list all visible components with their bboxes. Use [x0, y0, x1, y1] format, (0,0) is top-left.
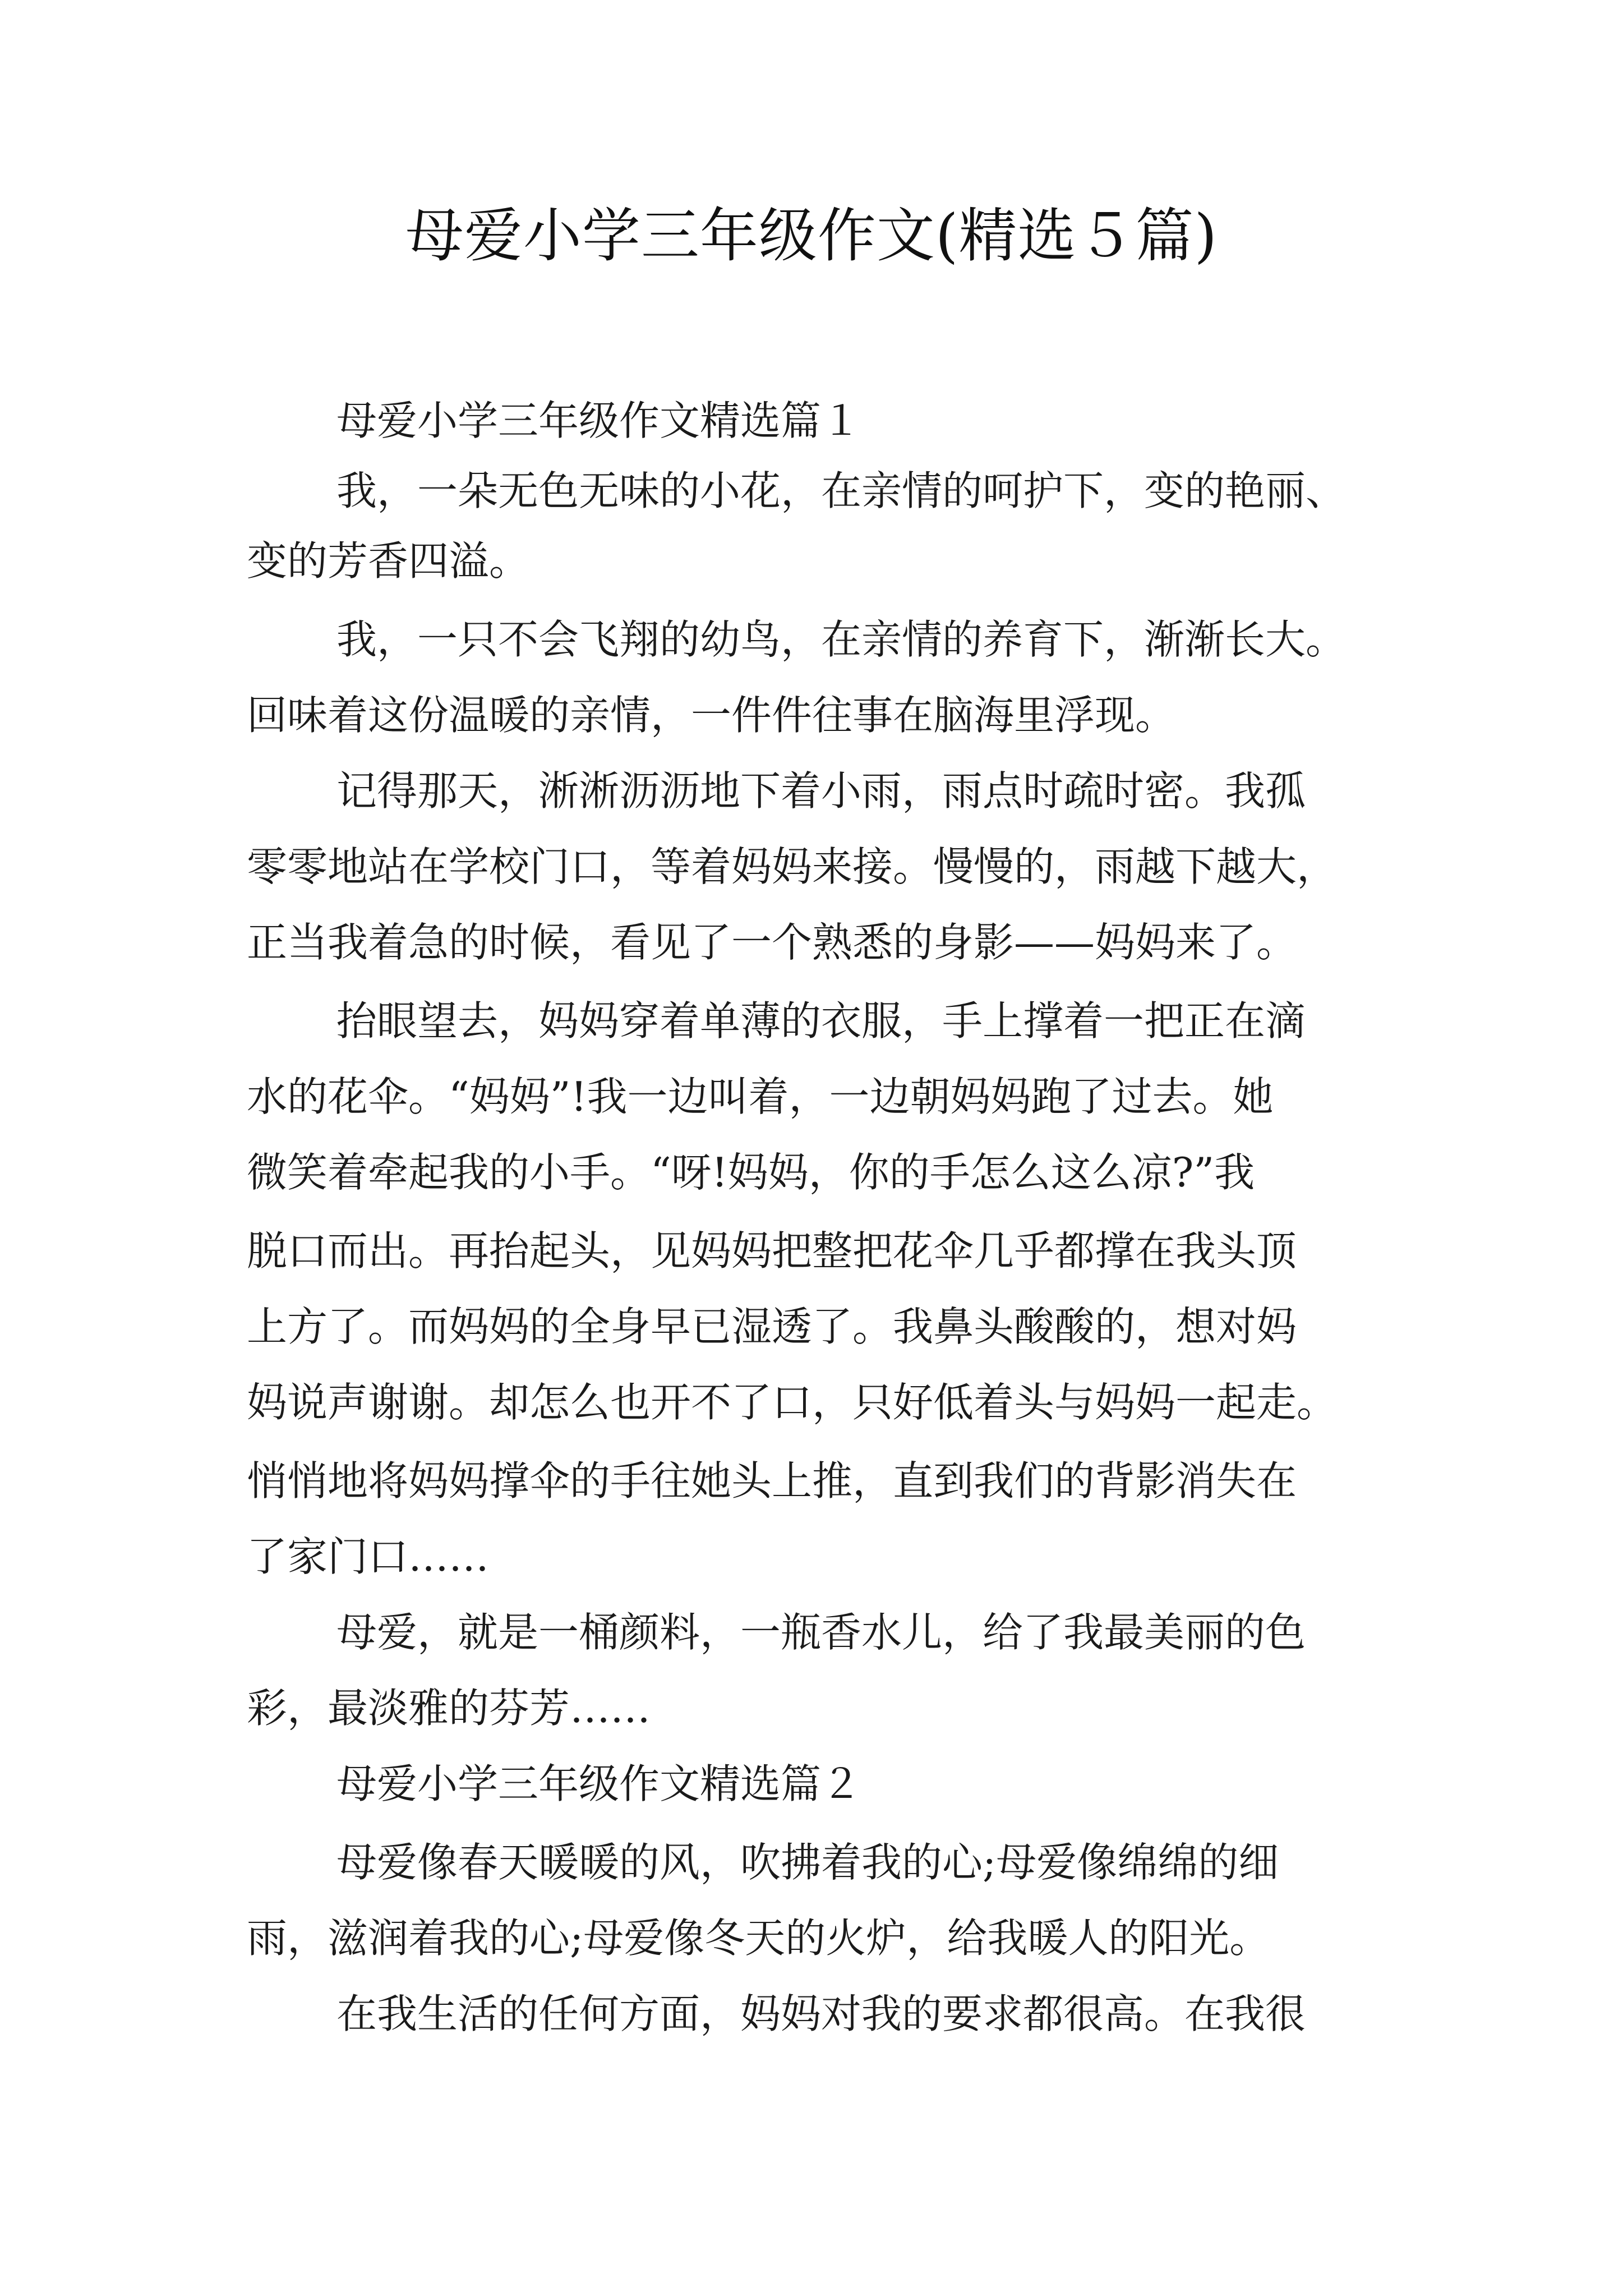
text-line: 零零地站在学校门口，等着妈妈来接。慢慢的，雨越下越大，	[247, 843, 1338, 890]
text-line: 抬眼望去，妈妈穿着单薄的衣服，手上撑着一把正在滴	[336, 997, 1306, 1045]
text-line: 母爱像春天暖暖的风，吹拂着我的心;母爱像绵绵的细	[336, 1839, 1279, 1886]
text-line: 我，一朵无色无味的小花，在亲情的呵护下，变的艳丽、	[336, 467, 1347, 514]
text-line: 彩，最淡雅的芬芳……	[247, 1685, 651, 1732]
text-line: 了家门口……	[247, 1533, 490, 1580]
text-line: 悄悄地将妈妈撑伞的手往她头上推，直到我们的背影消失在	[247, 1457, 1297, 1504]
text-line: 脱口而出。再抬起头，见妈妈把整把花伞几乎都撑在我头顶	[247, 1227, 1297, 1274]
text-line: 母爱小学三年级作文精选篇２	[336, 1760, 862, 1807]
text-line: 记得那天，淅淅沥沥地下着小雨，雨点时疏时密。我孤	[336, 767, 1306, 815]
text-line: 正当我着急的时候，看见了一个熟悉的身影——妈妈来了。	[247, 919, 1297, 966]
text-line: 在我生活的任何方面，妈妈对我的要求都很高。在我很	[336, 1990, 1306, 2037]
text-line: 我，一只不会飞翔的幼鸟，在亲情的养育下，渐渐长大。	[336, 616, 1347, 663]
document-title: 母爱小学三年级作文(精选５篇)	[405, 201, 1218, 270]
text-line: 妈说声谢谢。却怎么也开不了口，只好低着头与妈妈一起走。	[247, 1379, 1338, 1426]
text-line: 母爱，就是一桶颜料，一瓶香水儿，给了我最美丽的色	[336, 1609, 1306, 1656]
text-line: 变的芳香四溢。	[247, 537, 530, 585]
text-line: 上方了。而妈妈的全身早已湿透了。我鼻头酸酸的，想对妈	[247, 1303, 1297, 1350]
text-line: 水的花伞。“妈妈”!我一边叫着，一边朝妈妈跑了过去。她	[247, 1073, 1274, 1120]
text-line: 雨，滋润着我的心;母爱像冬天的火炉，给我暖人的阳光。	[247, 1915, 1270, 1962]
text-line: 微笑着牵起我的小手。“呀!妈妈，你的手怎么这么凉?”我	[247, 1149, 1255, 1196]
text-line: 母爱小学三年级作文精选篇１	[336, 397, 862, 444]
text-line: 回味着这份温暖的亲情，一件件往事在脑海里浮现。	[247, 692, 1176, 739]
